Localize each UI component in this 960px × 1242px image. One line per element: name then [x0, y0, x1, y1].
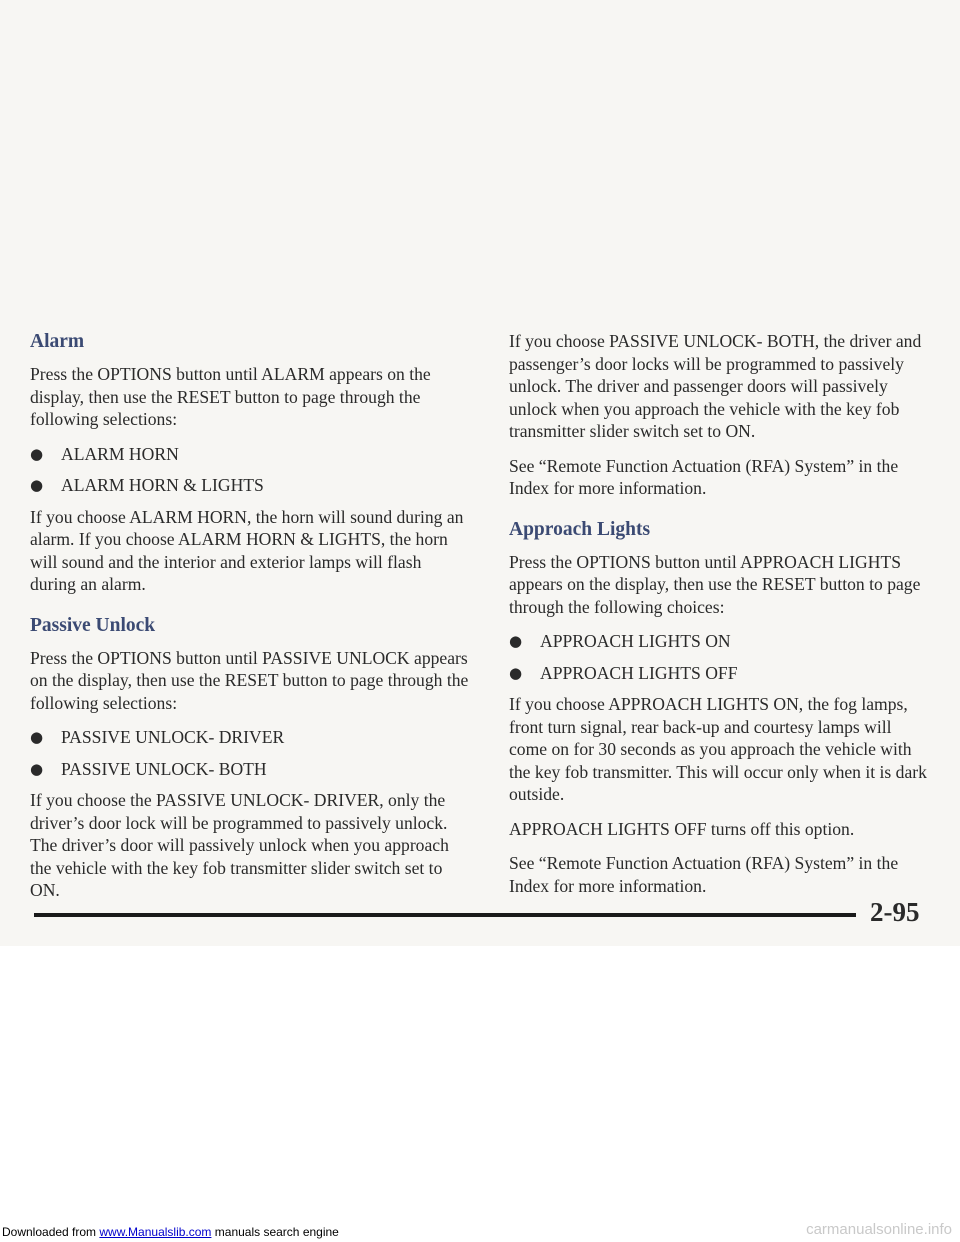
- bullet-icon: ●: [509, 632, 523, 650]
- right-column: [509, 330, 929, 909]
- list-item: ● ALARM HORN: [30, 443, 179, 464]
- passive-unlock-options-list: [30, 726, 470, 780]
- approach-lights-on-description: If you choose APPROACH LIGHTS ON, the fog lamps, front turn signal, rear back-up and courtesy lamps will come on for 30 seconds as you approach the vehicle with the key fob transmitter. This will occur only when it is dark outside.: [509, 694, 927, 804]
- page-number: 2-95: [870, 897, 920, 927]
- bullet-icon: ●: [30, 476, 44, 494]
- list-item: ● PASSIVE UNLOCK- BOTH: [30, 758, 267, 779]
- footer-rule: [34, 913, 856, 917]
- bullet-icon: ●: [30, 444, 44, 463]
- approach-lights-options-list: [509, 630, 929, 684]
- list-item: ● PASSIVE UNLOCK- DRIVER: [30, 727, 285, 747]
- approach-lights-off-description: APPROACH LIGHTS OFF turns off this option.: [509, 818, 855, 839]
- section-heading-approach-lights: Approach Lights: [509, 518, 651, 540]
- approach-lights-intro: Press the OPTIONS button until APPROACH LIGHTS appears on the display, then use the RESET button to page through the following choices:: [509, 551, 921, 617]
- watermark-text: carmanualsonline.info: [806, 1221, 952, 1238]
- download-footer: Downloaded from www.Manualslib.com manuals search engine: [2, 1225, 339, 1239]
- passive-unlock-both-text: If you choose PASSIVE UNLOCK- BOTH, the driver and passenger’s door locks will be programmed to passively unlock. The driver and passenger doors will passively unlock when you approach the vehicle with the key fob transmitter slider switch set to ON.: [509, 331, 922, 441]
- see-also-rfa: See “Remote Function Actuation (RFA) System” in the Index for more information.: [509, 455, 899, 498]
- manualslib-link[interactable]: www.Manualslib.com: [99, 1225, 212, 1239]
- list-item: ● APPROACH LIGHTS OFF: [509, 662, 738, 683]
- list-item: ● ALARM HORN & LIGHTS: [30, 475, 264, 495]
- passive-unlock-description: If you choose the PASSIVE UNLOCK- DRIVER, only the driver’s door lock will be programmed to passively unlock. The driver’s door will passively unlock when you approach the vehicle with the key fob transmitter slider switch set to ON.: [30, 790, 449, 900]
- section-heading-alarm: Alarm: [30, 331, 85, 352]
- see-also-rfa-2: See “Remote Function Actuation (RFA) System” in the Index for more information.: [509, 853, 899, 896]
- bullet-icon: ●: [509, 663, 523, 682]
- section-heading-passive-unlock: Passive Unlock: [30, 614, 156, 636]
- left-column: [30, 330, 470, 914]
- list-item: ● APPROACH LIGHTS ON: [509, 631, 731, 651]
- bullet-icon: ●: [30, 728, 44, 746]
- alarm-intro: Press the OPTIONS button until ALARM appears on the display, then use the RESET button to page through the following selections:: [30, 364, 431, 429]
- alarm-description: If you choose ALARM HORN, the horn will sound during an alarm. If you choose ALARM HORN & LIGHTS, the horn will sound and the interior and exterior lamps will flash during an alarm.: [30, 506, 464, 594]
- bullet-icon: ●: [30, 759, 44, 778]
- alarm-options-list: [30, 443, 470, 497]
- passive-unlock-intro: Press the OPTIONS button until PASSIVE UNLOCK appears on the display, then use the RESET button to page through the following selections:: [30, 647, 469, 713]
